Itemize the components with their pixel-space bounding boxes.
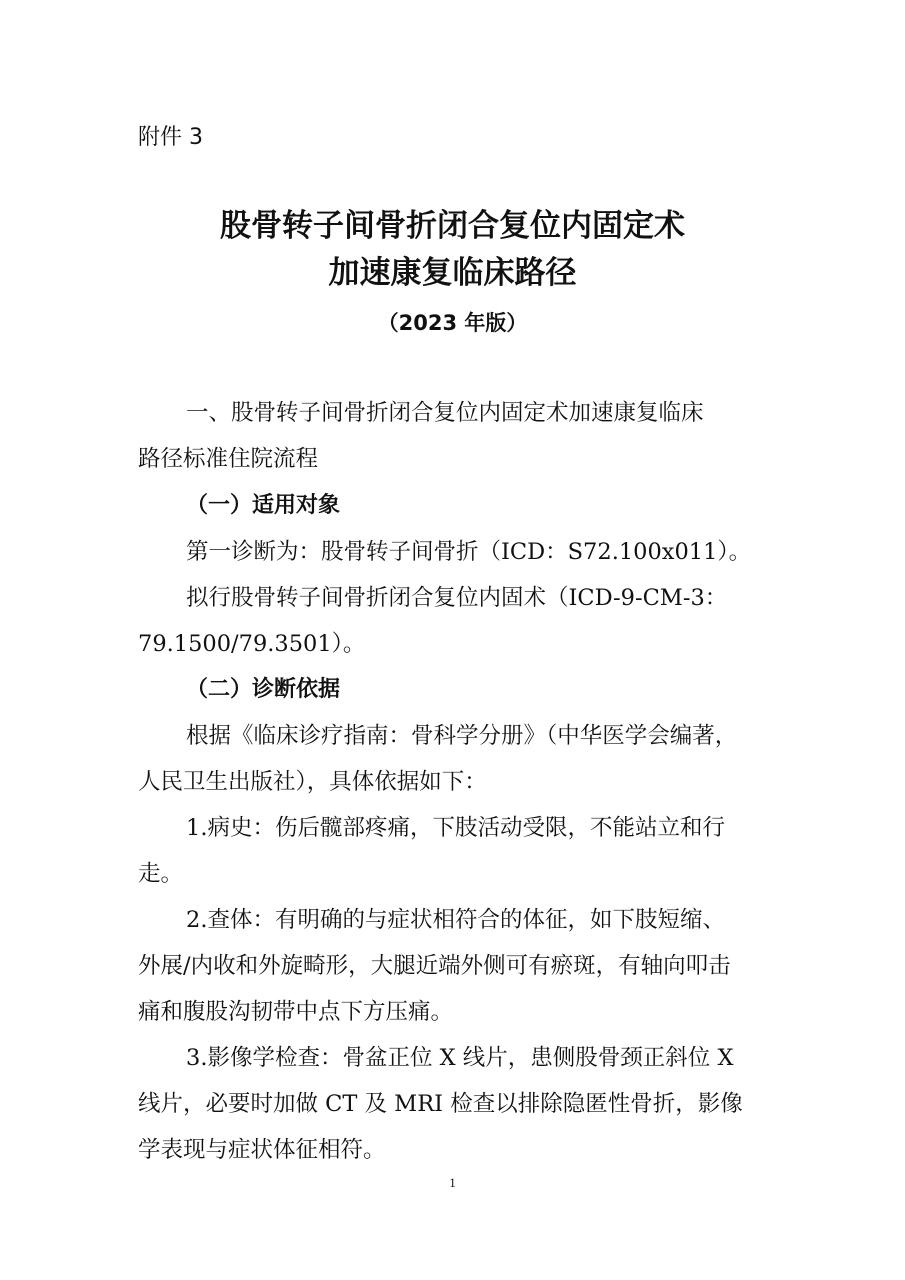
- paragraph-history-line-2: 走。: [138, 861, 184, 887]
- paragraph-exam-line-2: 外展/内收和外旋畸形，大腿近端外侧可有瘀斑，有轴向叩击: [138, 953, 731, 979]
- paragraph-procedure-line-2: 79.1500/79.3501）。: [138, 631, 366, 657]
- paragraph-exam-line-3: 痛和腹股沟韧带中点下方压痛。: [138, 999, 454, 1025]
- paragraph-history-line-1: 1.病史：伤后髋部疼痛，下肢活动受限，不能站立和行: [186, 815, 725, 841]
- section-heading-line-1: 一、股骨转子间骨折闭合复位内固定术加速康复临床: [186, 400, 704, 426]
- subsection-heading-diagnostic-basis: （二）诊断依据: [186, 677, 341, 702]
- document-title-line-2: 加速康复临床路径: [328, 255, 577, 291]
- paragraph-imaging-line-2: 线片，必要时加做 CT 及 MRI 检查以排除隐匿性骨折，影像: [138, 1091, 743, 1117]
- section-heading-line-2: 路径标准住院流程: [138, 446, 319, 472]
- edition-label: （2023 年版）: [377, 311, 528, 335]
- paragraph-exam-line-1: 2.查体：有明确的与症状相符合的体征，如下肢短缩、: [186, 907, 725, 933]
- paragraph-imaging-line-1: 3.影像学检查：骨盆正位 X 线片，患侧股骨颈正斜位 X: [186, 1045, 734, 1071]
- page-number: 1: [449, 1175, 456, 1190]
- paragraph-basis-intro-line-1: 根据《临床诊疗指南：骨科学分册》（中华医学会编著，: [186, 723, 738, 749]
- paragraph-imaging-line-3: 学表现与症状体征相符。: [138, 1137, 386, 1163]
- document-title-line-1: 股骨转子间骨折闭合复位内固定术: [220, 208, 685, 244]
- paragraph-diagnosis: 第一诊断为：股骨转子间骨折（ICD：S72.100x011）。: [186, 539, 752, 565]
- subsection-heading-scope: （一）适用对象: [186, 493, 341, 518]
- paragraph-procedure-line-1: 拟行股骨转子间骨折闭合复位内固术（ICD-9-CM-3：: [186, 585, 728, 611]
- paragraph-basis-intro-line-2: 人民卫生出版社），具体依据如下：: [138, 769, 487, 795]
- attachment-label: 附件 3: [138, 125, 203, 150]
